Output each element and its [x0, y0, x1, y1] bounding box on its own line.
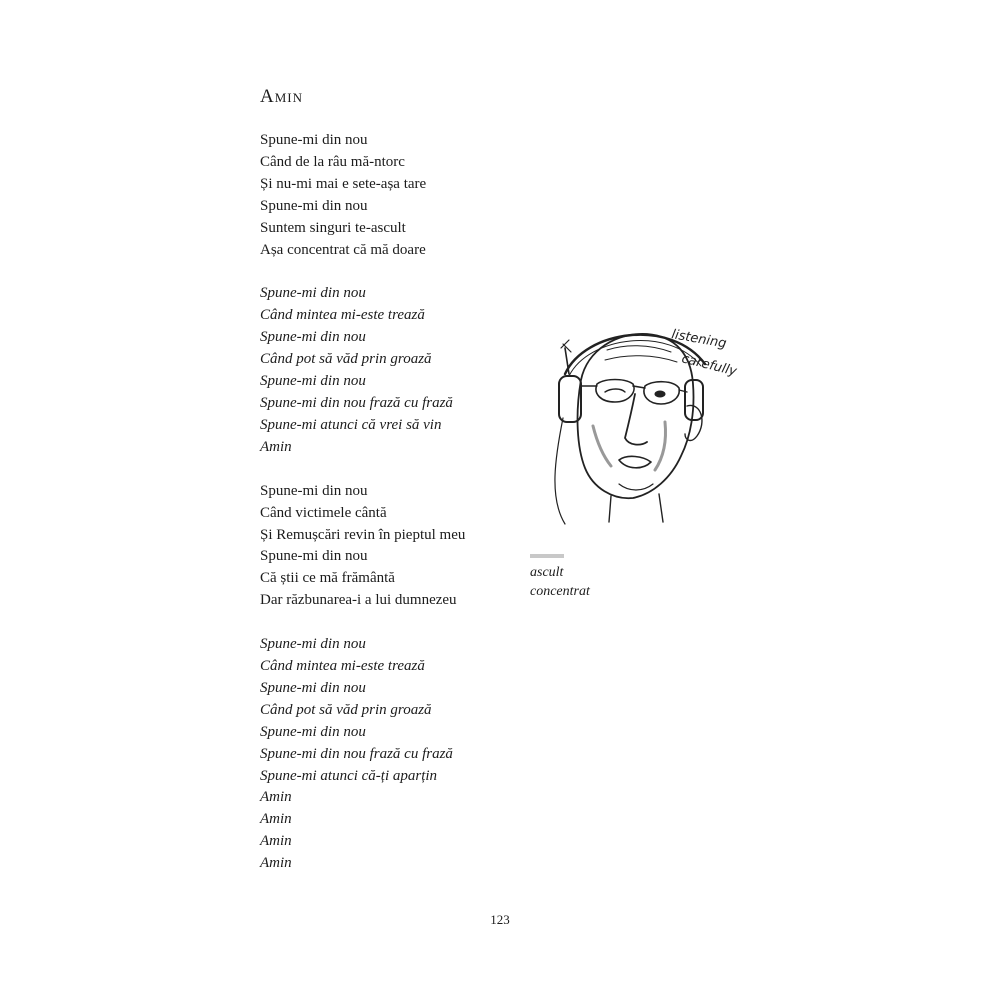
poem-line: Amin — [260, 438, 292, 455]
poem-line: Spune-mi din nou — [260, 548, 368, 565]
poem-line: Spune-mi din nou — [260, 723, 366, 740]
caption-divider — [530, 554, 564, 558]
caricature-illustration — [535, 318, 765, 526]
poem-line: Spune-mi din nou frază cu frază — [260, 745, 453, 762]
stanza-4-refrain — [260, 634, 530, 875]
poem-line: Amin — [260, 855, 292, 872]
poem-line: Când de la râu mă-ntorc — [260, 153, 405, 170]
poem-line: Spune-mi din nou — [260, 373, 366, 390]
poem-line: Dar răzbunarea-i a lui dumnezeu — [260, 592, 457, 609]
poem-line: Când pot să văd prin groază — [260, 701, 432, 718]
poem-line: Când mintea mi-este trează — [260, 307, 425, 324]
poem-line: Când victimele cântă — [260, 504, 387, 521]
poem-line: Spune-mi atunci că-ți aparțin — [260, 767, 438, 784]
poem-line: Așa concentrat că mă doare — [260, 241, 426, 258]
poem-line: Spune-mi din nou frază cu frază — [260, 394, 453, 411]
poem-line: Spune-mi din nou — [260, 132, 368, 148]
poem-line: Spune-mi atunci că vrei să vin — [260, 416, 442, 433]
poem-line: Amin — [260, 833, 292, 850]
poem-line: Amin — [260, 789, 292, 806]
poem-line: Și Remușcări revin în pieptul meu — [260, 526, 466, 543]
stanza-2-refrain — [260, 283, 530, 458]
poem-title: Amin — [260, 86, 303, 107]
poem-line: Spune-mi din nou — [260, 329, 366, 346]
illustration-caption — [530, 563, 590, 601]
poem-line: Când pot să văd prin groază — [260, 351, 432, 368]
caption-line: concentrat — [530, 584, 590, 599]
stanza-1 — [260, 130, 530, 261]
poem-line: Spune-mi din nou — [260, 482, 368, 499]
handwritten-note-listening: listening — [670, 327, 728, 352]
poem-line: Când mintea mi-este trează — [260, 658, 425, 675]
poem-line: Suntem singuri te-ascult — [260, 219, 406, 236]
page-number: 123 — [490, 912, 510, 927]
poem-line: Amin — [260, 811, 292, 828]
poem-line: Că știi ce mă frământă — [260, 570, 395, 587]
stanza-3 — [260, 481, 530, 612]
poem-line: Spune-mi din nou — [260, 636, 366, 653]
poem-line: Și nu-mi mai e sete-așa tare — [260, 175, 427, 192]
caption-line: ascult — [530, 565, 564, 580]
poem-line: Spune-mi din nou — [260, 197, 368, 214]
poem-line: Spune-mi din nou — [260, 285, 366, 302]
handwritten-note-carefully: carefully — [680, 351, 739, 380]
poem-body — [260, 130, 530, 897]
poem-line: Spune-mi din nou — [260, 679, 366, 696]
